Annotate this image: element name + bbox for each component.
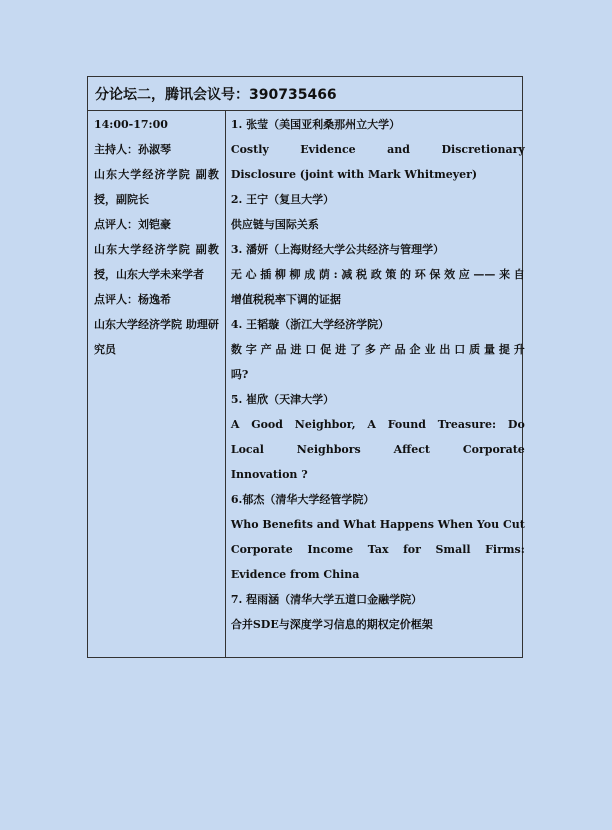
session-time: 14:00-17:00 <box>94 118 168 131</box>
host-affiliation-line1: 山东大学经济学院 副教 <box>94 168 219 181</box>
reviewer2-affiliation-line2: 究员 <box>94 343 116 356</box>
paper7-author: 7. 程雨涵（清华大学五道口金融学院） <box>230 593 423 606</box>
paper7-title: 合并SDE与深度学习信息的期权定价框架 <box>230 618 433 631</box>
paper3-author: 3. 潘妍（上海财经大学公共经济与管理学） <box>230 243 445 256</box>
reviewer2-name: 点评人：杨逸希 <box>94 293 171 306</box>
reviewer1-name: 点评人：刘铠豪 <box>94 218 171 231</box>
program-table <box>87 76 523 658</box>
papers-cell <box>226 111 529 657</box>
paper6-author: 6.郁杰（清华大学经管学院） <box>230 493 375 506</box>
paper1-title-line2: Disclosure (joint with Mark Whitmeyer) <box>230 168 478 181</box>
paper1-title-line1: Costly Evidence and Discretionary <box>230 143 525 156</box>
reviewer2-affiliation-line1: 山东大学经济学院 助理研 <box>94 318 219 331</box>
paper3-title-line2: 增值税税率下调的证据 <box>230 293 341 306</box>
reviewer1-affiliation-line2: 授，山东大学未来学者 <box>94 268 204 281</box>
session-info-cell <box>88 111 226 657</box>
paper6-title-line3: Evidence from China <box>230 568 360 581</box>
paper4-title-line1: 数字产品进口促进了多产品企业出口质量提升 <box>230 343 525 356</box>
paper5-title-line2: Local Neighbors Affect Corporate <box>230 443 525 456</box>
paper2-title: 供应链与国际关系 <box>230 218 319 231</box>
paper5-title-line3: Innovation ? <box>230 468 308 481</box>
paper6-title-line2: Corporate Income Tax for Small Firms: <box>230 543 525 556</box>
paper4-title-line2: 吗? <box>230 368 249 381</box>
paper5-author: 5. 崔欣（天津大学） <box>230 393 335 406</box>
paper1-author: 1. 张莹（美国亚利桑那州立大学） <box>230 118 401 131</box>
paper5-title-line1: A Good Neighbor, A Found Treasure: Do <box>230 418 525 431</box>
session-body-row <box>88 111 525 657</box>
host-affiliation-line2: 授，副院长 <box>94 193 149 206</box>
host-name: 主持人：孙淑琴 <box>94 143 171 156</box>
paper6-title-line1: Who Benefits and What Happens When You Cut <box>230 518 525 531</box>
reviewer1-affiliation-line1: 山东大学经济学院 副教 <box>94 243 219 256</box>
paper4-author: 4. 王韬璇（浙江大学经济学院） <box>230 318 390 331</box>
session-title: 分论坛二，腾讯会议号：390735466 <box>88 77 522 111</box>
paper3-title-line1: 无心插柳柳成荫:减税政策的环保效应——来自 <box>230 268 525 281</box>
paper2-author: 2. 王宁（复旦大学） <box>230 193 335 206</box>
